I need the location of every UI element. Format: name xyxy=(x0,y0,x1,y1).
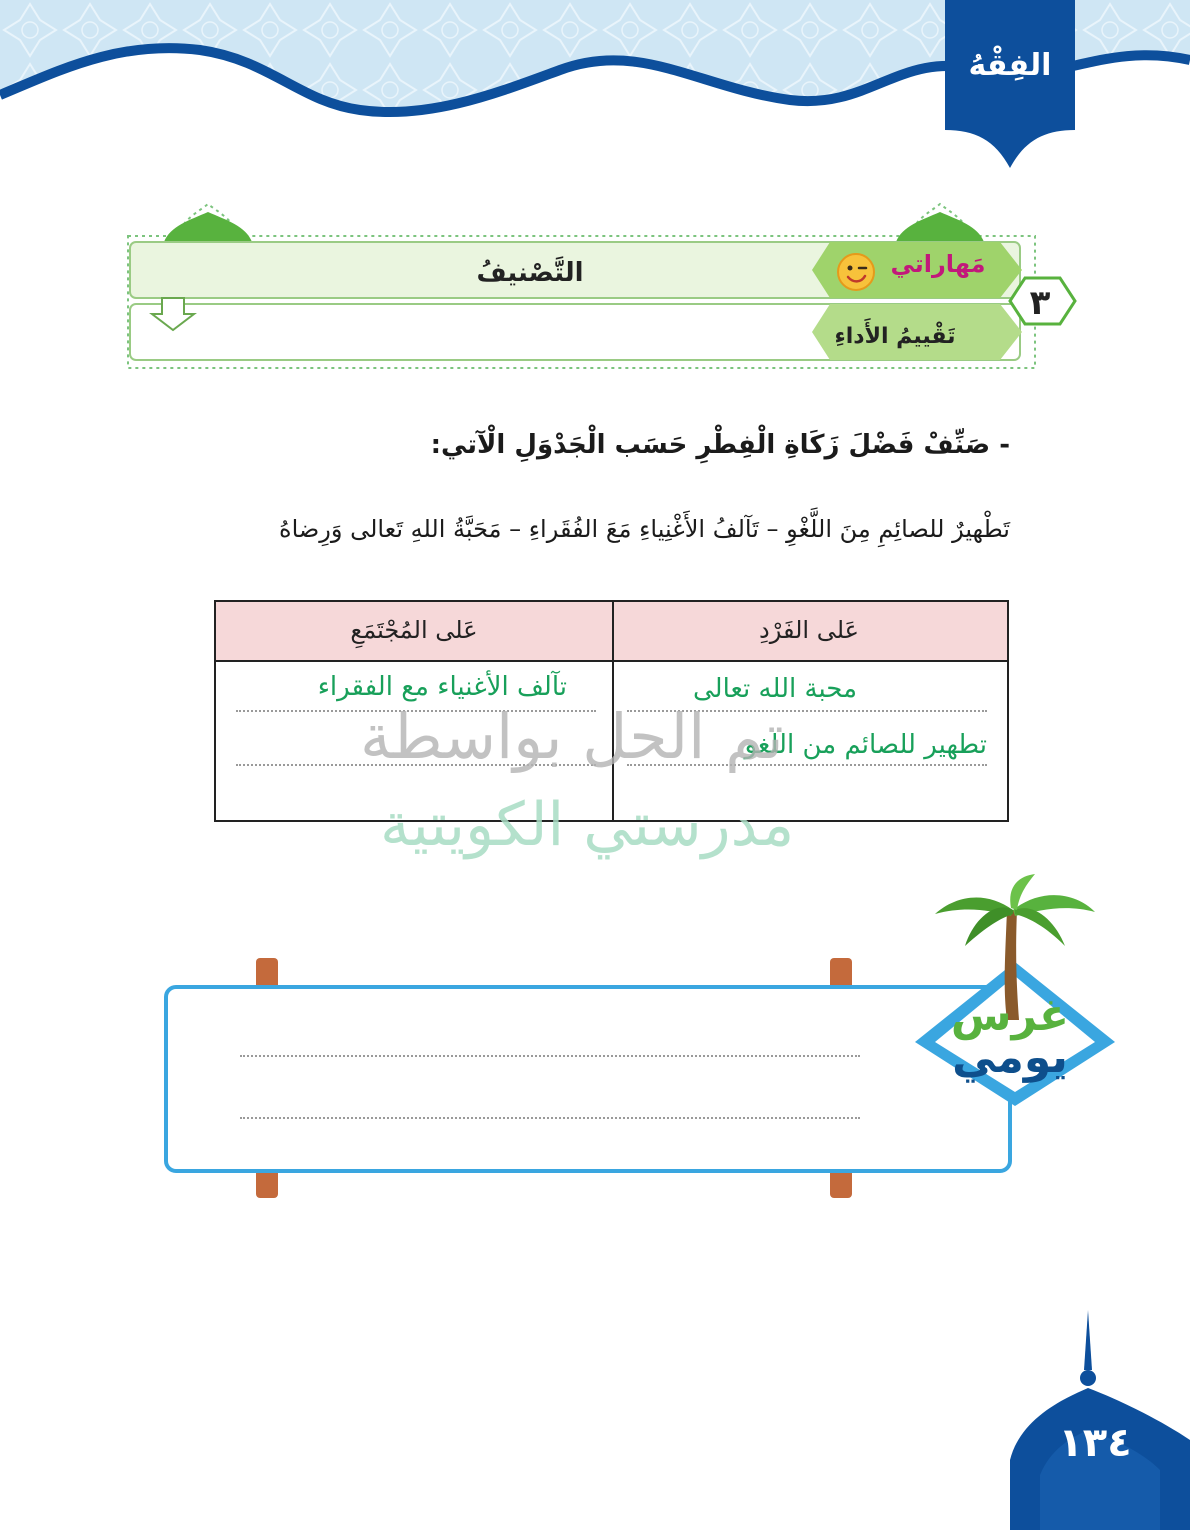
exercise-instruction: - صَنِّفْ فَضْلَ زَكَاةِ الْفِطْرِ حَسَب الْجَدْوَلِ الْآتي: xyxy=(430,430,1010,460)
watermark-line-2: مدرستي الكويتية xyxy=(380,790,795,860)
writing-line xyxy=(240,1055,860,1057)
writing-line xyxy=(240,1117,860,1119)
badge-word-2: يومي xyxy=(952,1032,1068,1083)
classification-options: تَطْهيرٌ للصائِمِ مِنَ اللَّغْوِ – تَآلفُ الأَغْنِياءِ مَعَ الفُقَراءِ – مَحَبَّةُ اللهِ تَعالى وَرِضاهُ xyxy=(279,515,1010,543)
answer-individual-2: تطهير للصائم من اللغو xyxy=(744,730,987,760)
column-header-society: عَلى المُجْتَمَعِ xyxy=(216,602,612,662)
assessment-label: تَقْييمُ الأَداءِ xyxy=(834,324,956,349)
answer-society-1: تآلف الأغنياء مع الفقراء xyxy=(317,672,567,702)
item-number: ٣ xyxy=(1029,283,1051,323)
subject-title: الفِقْهُ xyxy=(968,48,1052,83)
subject-tab-shape xyxy=(945,0,1075,170)
watermark-line-1: تم الحل بواسطة xyxy=(360,700,784,773)
column-header-individual: عَلى الفَرْدِ xyxy=(611,602,1007,662)
daily-note-board xyxy=(164,985,1012,1173)
smiley-wink-icon xyxy=(836,252,876,292)
skill-name: التَّصْنيفُ xyxy=(476,258,584,288)
skills-label: مَهاراتي xyxy=(890,250,986,278)
answer-individual-1: محبة الله تعالى xyxy=(692,674,857,704)
badge-word-1: غرس xyxy=(950,990,1070,1041)
page-number: ١٣٤ xyxy=(1058,1420,1132,1466)
